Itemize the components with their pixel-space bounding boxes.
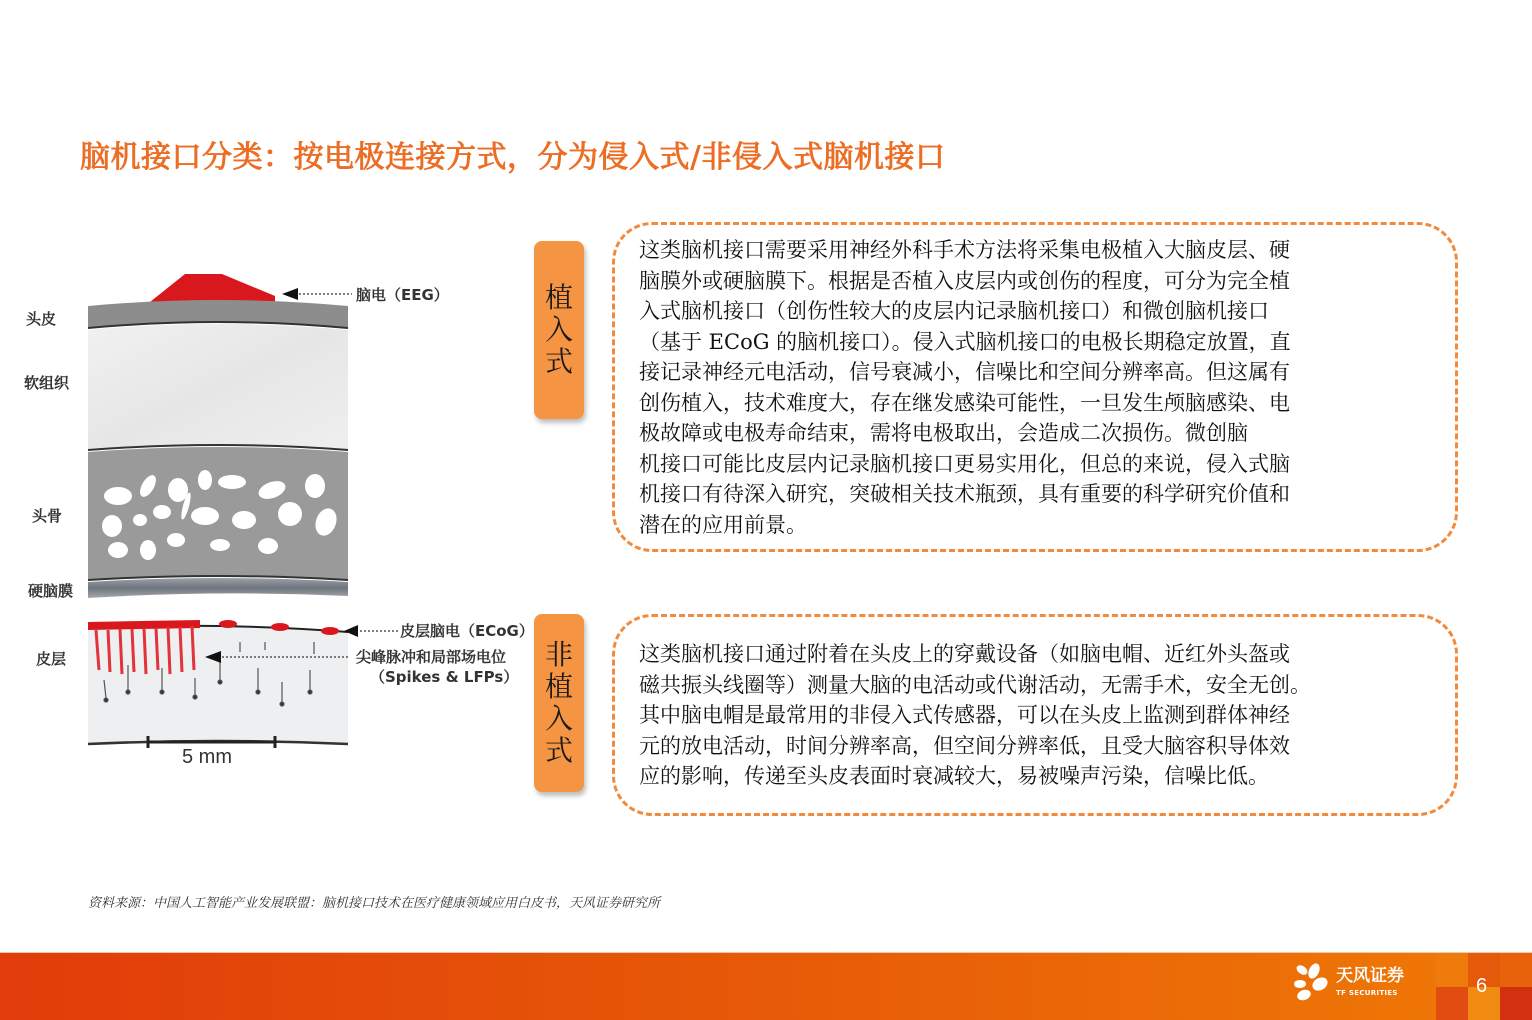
text-line: 极故障或电极寿命结束，需将电极取出，会造成二次损伤。微创脑 — [639, 421, 1248, 445]
layer-label-scalp: 头皮 — [26, 310, 57, 328]
source-note: 资料来源：中国人工智能产业发展联盟：脑机接口技术在医疗健康领域应用白皮书，天风证券研究所 — [88, 896, 661, 911]
eeg-annotation: 脑电（EEG） — [356, 286, 449, 304]
text-line: （基于 ECoG 的脑机接口）。侵入式脑机接口的电极长期稳定放置，直 — [639, 329, 1291, 354]
tag-char: 入 — [544, 702, 573, 735]
text-line: 机接口可能比皮层内记录脑机接口更易实用化，但总的来说，侵入式脑 — [639, 451, 1290, 476]
flower-logo-icon — [1292, 962, 1328, 1002]
text-line: 机接口有待深入研究，突破相关技术瓶颈，具有重要的科学研究价值和 — [639, 482, 1290, 506]
tag-char: 式 — [544, 734, 573, 768]
text-line: 入式脑机接口（创伤性较大的皮层内记录脑机接口）和微创脑机接口 — [639, 299, 1269, 323]
text-line: 创伤植入，技术难度大，存在继发感染可能性，一旦发生颅脑感染、电 — [639, 390, 1290, 415]
non-invasive-description-box — [612, 614, 1458, 816]
text-line: 应的影响，传递至头皮表面时衰减较大，易被噪声污染，信噪比低。 — [639, 764, 1269, 788]
invasive-description-box — [612, 222, 1458, 552]
brain-layers-illustration — [0, 250, 560, 790]
page-title: 脑机接口分类：按电极连接方式，分为侵入式/非侵入式脑机接口 — [80, 140, 946, 175]
logo-subtitle: TF SECURITIES — [1336, 988, 1398, 997]
company-logo — [1292, 962, 1404, 1002]
tag-non-invasive — [534, 614, 584, 792]
tag-char: 植 — [544, 669, 573, 703]
text-line: 脑膜外或硬脑膜下。根据是否植入皮层内或创伤的程度，可分为完全植 — [639, 268, 1290, 293]
layer-label-skull: 头骨 — [32, 507, 63, 525]
spikes-annotation-line2: （Spikes & LFPs） — [370, 668, 519, 686]
ecog-annotation: 皮层脑电（ECoG） — [400, 622, 534, 640]
tag-char: 式 — [544, 345, 573, 379]
logo-name: 天风证券 — [1336, 965, 1404, 986]
text-line: 这类脑机接口需要采用神经外科手术方法将采集电极植入大脑皮层、硬 — [639, 238, 1290, 262]
layer-label-soft-tissue: 软组织 — [24, 374, 70, 392]
tag-char: 入 — [544, 312, 573, 346]
text-line: 这类脑机接口通过附着在头皮上的穿戴设备（如脑电帽、近红外头盔或 — [639, 642, 1290, 666]
page-number: 6 — [1476, 975, 1488, 997]
brain-layers-diagram — [0, 250, 560, 790]
layer-label-cortex: 皮层 — [36, 650, 67, 668]
text-line: 磁共振头线圈等）测量大脑的电活动或代谢活动，无需手术，安全无创。 — [639, 672, 1311, 697]
text-line: 元的放电活动，时间分辨率高，但空间分辨率低，且受大脑容积导体效 — [639, 733, 1290, 758]
text-line: 其中脑电帽是最常用的非侵入式传感器，可以在头皮上监测到群体神经 — [639, 703, 1290, 727]
layer-label-dura: 硬脑膜 — [28, 582, 74, 600]
tag-char: 植 — [544, 280, 573, 314]
scale-bar-label: 5 mm — [182, 746, 232, 768]
text-line: 潜在的应用前景。 — [639, 512, 807, 537]
text-line: 接记录神经元电活动，信号衰减小，信噪比和空间分辨率高。但这属有 — [639, 360, 1290, 384]
tag-char: 非 — [544, 637, 573, 671]
spikes-annotation-line1: 尖峰脉冲和局部场电位 — [356, 648, 507, 666]
tag-invasive — [534, 241, 584, 419]
